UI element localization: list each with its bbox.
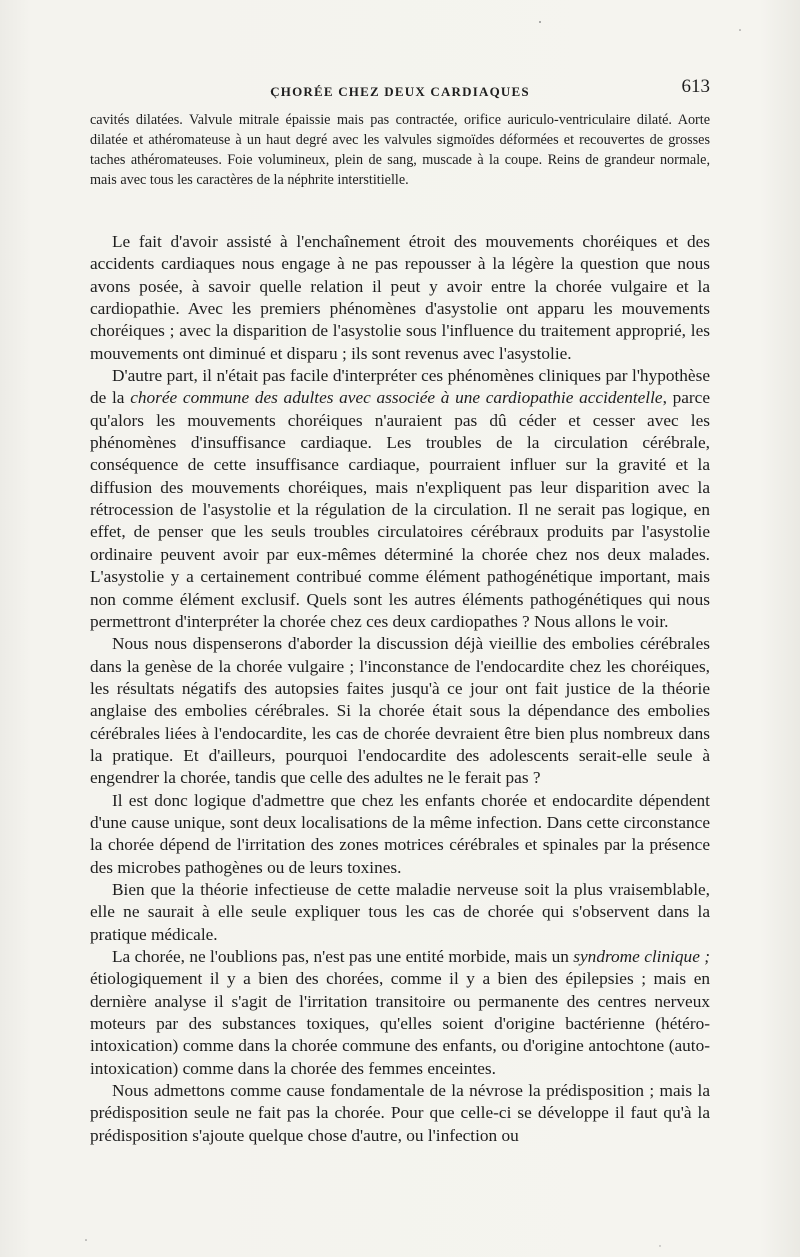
page-number: 613: [681, 76, 710, 97]
paragraph-5: Bien que la théorie infectieuse de cette maladie nerveuse soit la plus vraisemblable, elle ne saurait à elle seule expliquer tous les cas de chorée qui s'observent dans la pratique médicale.: [90, 879, 710, 944]
paragraph-6-italic: syndrome clinique ;: [573, 947, 710, 966]
paragraph-2-start: D'autre part, il n'était pas facile d'interpréter ces phénomènes cliniques par l'hypothèse de la: [90, 366, 710, 408]
paragraph-1: Le fait d'avoir assisté à l'enchaînement étroit des mouvements choréiques et des accidents cardiaques nous engage à ne pas repousser à la légère la question que nous avons posée, à savoir quelle relation il peut y avoir entre la chorée vulgaire et la cardiopathie. Avec les premiers phénomènes d'asystolie ont apparu les mouvements choréiques ; avec la disparition de l'asystolie sous l'influence du traitement approprié, les mouvements ont diminué et disparu ; ils sont revenus avec l'asystolie.: [90, 232, 710, 363]
speck: [659, 1245, 660, 1246]
running-title: CHORÉE CHEZ DEUX CARDIAQUES: [270, 84, 530, 99]
main-text: [90, 231, 710, 1147]
paragraph-4: Il est donc logique d'admettre que chez les enfants chorée et endocardite dépendent d'une cause unique, sont deux localisations de la même infection. Dans cette circonstance la chorée dépend de l'irritation des zones motrices cérébrales et spinales par la présence des microbes pathogènes ou de leurs toxines.: [90, 790, 710, 877]
paragraph-3: Nous nous dispenserons d'aborder la discussion déjà vieillie des embolies cérébrales dans la genèse de la chorée vulgaire ; l'inconstance de l'endocardite chez les choréiques, les résultats négatifs des autopsies faites jusqu'à ce jour ont fait justice de la théorie anglaise des embolies cérébrales. Si la chorée était sous la dépendance des embolies cérébrales liées à l'endocardite, les cas de chorée devraient être bien plus nombreux dans la pratique. Et d'ailleurs, pourquoi l'endocardite des adolescents serait-elle seule à engendrer la chorée, tandis que celle des adultes ne le ferait pas ?: [90, 634, 710, 788]
autopsy-notes: [90, 110, 710, 190]
small-paragraph: cavités dilatées. Valvule mitrale épaissie mais pas contractée, orifice auriculo-ventriculaire dilaté. Aorte dilatée et athéromateuse à un haut degré avec les valvules sigmoïdes déformées et recouvertes de grosses taches athéromateuses. Foie volumineux, plein de sang, muscade à la coupe. Reins de grandeur normale, mais avec tous les caractères de la néphrite interstitielle.: [90, 112, 710, 188]
speck: [85, 1239, 87, 1241]
speck: [539, 21, 541, 23]
paragraph-6-start: La chorée, ne l'oublions pas, n'est pas une entité morbide, mais un: [112, 947, 574, 966]
paragraph-7: Nous admettons comme cause fondamentale de la névrose la prédisposition ; mais la prédisposition seule ne fait pas la chorée. Pour que celle-ci se développe il faut qu'à la prédisposition s'ajoute quelque chose d'autre, ou l'infection ou: [90, 1081, 710, 1145]
paragraph-6: [90, 946, 710, 1080]
paragraph-2-end: , parce qu'alors les mouvements choréiques n'auraient pas dû céder et cesser avec les phénomènes d'insuffisance cardiaque. Les troubles de la circulation cérébrale, conséquence de cette insuffisance cardiaque, pourraient influer sur la gravité et la diffusion des mouvements choréiques, mais n'expliquent pas leur disparition avec la rétrocession de l'asystolie et la régulation de la circulation. Il ne serait pas logique, en effet, de penser que les seuls troubles circulatoires cérébraux produits par l'asystolie ordinaire peuvent avoir par eux-mêmes déterminé la chorée chez nos deux malades. L'asystolie y a certainement contribué comme élément pathogénétique important, mais non comme élément exclusif. Quels sont les autres éléments pathogénétiques qui nous permettront d'interpréter la chorée chez ces deux cardiopathes ? Nous allons le voir.: [90, 388, 710, 631]
speck: [739, 29, 741, 31]
paragraph-6-end: étiologiquement il y a bien des chorées, comme il y a bien des épilepsies ; mais en dernière analyse il s'agit de l'irritation transitoire ou permanente des centres nerveux moteurs par des substances toxiques, qu'elles soient d'origine bactérienne (hétéro-intoxication) comme dans la chorée commune des enfants, ou d'origine antochtone (auto-intoxication) comme dans la chorée des femmes enceintes.: [90, 969, 710, 1078]
running-head: [90, 72, 710, 102]
paragraph-2: [90, 365, 710, 633]
paragraph-2-italic: chorée commune des adultes avec associée à une cardiopathie accidentelle: [130, 388, 663, 408]
